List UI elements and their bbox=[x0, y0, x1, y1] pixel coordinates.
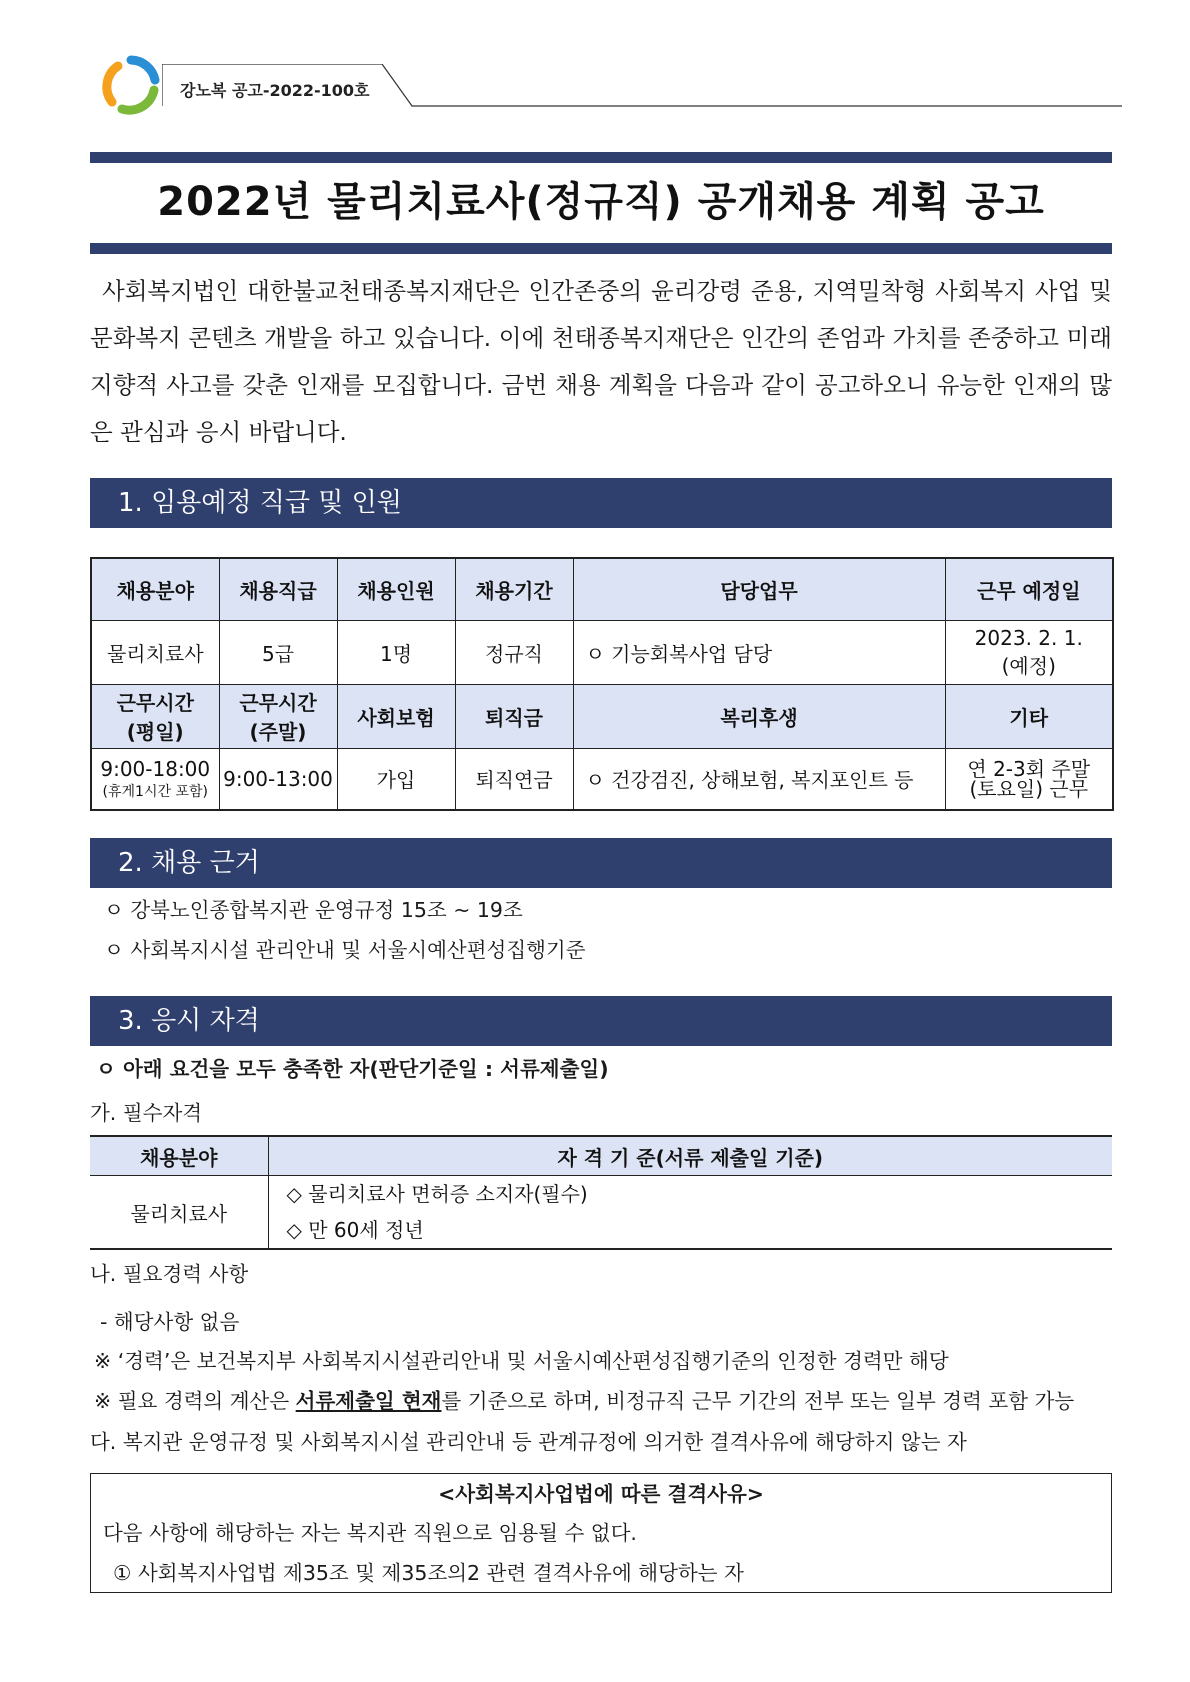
cell-pension: 퇴직연금 bbox=[455, 748, 573, 810]
section-header-positions: 1. 임용예정 직급 및 인원 bbox=[90, 478, 1112, 528]
page-title: 2022년 물리치료사(정규직) 공개채용 계획 공고 bbox=[157, 179, 1045, 225]
cell-weekday-hours bbox=[91, 748, 219, 810]
th-insurance: 사회보험 bbox=[337, 684, 455, 748]
th-weekend-hours-label: 근무시간 bbox=[239, 691, 317, 715]
basis-list bbox=[104, 890, 586, 970]
th-weekday-hours-label: 근무시간 bbox=[116, 691, 194, 715]
cell-field: 물리치료사 bbox=[91, 620, 219, 684]
intro-paragraph bbox=[90, 268, 1112, 456]
th-period: 채용기간 bbox=[455, 558, 573, 620]
basis-item: ㅇ 강북노인종합복지관 운영규정 15조 ~ 19조 bbox=[104, 898, 523, 922]
title-bottom-bar bbox=[90, 243, 1112, 254]
title-top-bar bbox=[90, 152, 1112, 163]
cell-qual-field: 물리치료사 bbox=[90, 1176, 268, 1250]
etc-line-2: (토요일) 근무 bbox=[969, 776, 1089, 801]
cell-period: 정규직 bbox=[455, 620, 573, 684]
criteria-item: ◇ 만 60세 정년 bbox=[286, 1218, 424, 1242]
section-header-basis: 2. 채용 근거 bbox=[90, 838, 1112, 888]
start-date: 2023. 2. 1. bbox=[974, 625, 1083, 650]
document-number: 강노복 공고-2022-100호 bbox=[180, 81, 370, 100]
weekday-hours-note: (휴게1시간 포함) bbox=[102, 783, 208, 800]
th-field: 채용분야 bbox=[91, 558, 219, 620]
cell-insurance: 가입 bbox=[337, 748, 455, 810]
cell-grade: 5급 bbox=[219, 620, 337, 684]
criteria-item: ◇ 물리치료사 면허증 소지자(필수) bbox=[286, 1182, 588, 1206]
th-weekend-hours-sub: (주말) bbox=[249, 720, 307, 744]
note-2-prefix: ※ 필요 경력의 계산은 bbox=[94, 1389, 296, 1413]
experience-note-1: ※ ‘경력’은 보건복지부 사회복지시설관리안내 및 서울시예산편성집행기준의 인정한 경력만 해당 bbox=[94, 1349, 949, 1373]
th-welfare: 복리후생 bbox=[573, 684, 945, 748]
qualification-condition: ㅇ 아래 요건을 모두 충족한 자(판단기준일 : 서류제출일) bbox=[96, 1057, 609, 1081]
basis-item: ㅇ 사회복지시설 관리안내 및 서울시예산편성집행기준 bbox=[104, 938, 586, 962]
positions-table bbox=[90, 557, 1114, 811]
cell-etc bbox=[945, 748, 1113, 810]
disqualification-box bbox=[90, 1473, 1112, 1593]
cell-weekend-hours: 9:00-13:00 bbox=[219, 748, 337, 810]
cell-count: 1명 bbox=[337, 620, 455, 684]
cell-start-date bbox=[945, 620, 1113, 684]
th-etc: 기타 bbox=[945, 684, 1113, 748]
cell-welfare: ㅇ 건강검진, 상해보험, 복지포인트 등 bbox=[573, 748, 945, 810]
th-weekday-hours bbox=[91, 684, 219, 748]
th-duty: 담당업무 bbox=[573, 558, 945, 620]
required-qualification-title: 가. 필수자격 bbox=[90, 1101, 203, 1125]
box-line-1: 다음 사항에 해당하는 자는 복지관 직원으로 임용될 수 없다. bbox=[103, 1521, 637, 1545]
disqualification-title: 다. 복지관 운영규정 및 사회복지시설 관리안내 등 관계규정에 의거한 결격사유에 해당하지 않는 자 bbox=[90, 1430, 967, 1454]
th-grade: 채용직급 bbox=[219, 558, 337, 620]
box-title: <사회복지사업법에 따른 결격사유> bbox=[438, 1482, 764, 1506]
th-weekend-hours bbox=[219, 684, 337, 748]
start-date-note: (예정) bbox=[1001, 653, 1056, 678]
cell-qual-criteria bbox=[268, 1176, 1112, 1250]
qualification-table bbox=[90, 1135, 1112, 1250]
experience-title: 나. 필요경력 사항 bbox=[90, 1262, 249, 1286]
weekday-hours: 9:00-18:00 bbox=[100, 756, 211, 781]
th-pension: 퇴직금 bbox=[455, 684, 573, 748]
experience-note-2 bbox=[94, 1384, 1074, 1414]
th-qual-criteria: 자 격 기 준(서류 제출일 기준) bbox=[268, 1136, 1112, 1176]
th-qual-field: 채용분야 bbox=[90, 1136, 268, 1176]
th-count: 채용인원 bbox=[337, 558, 455, 620]
section-header-qualification: 3. 응시 자격 bbox=[90, 996, 1112, 1046]
th-weekday-hours-sub: (평일) bbox=[126, 720, 184, 744]
note-2-suffix: 를 기준으로 하며, 비정규직 근무 기간의 전부 또는 일부 경력 포함 가능 bbox=[441, 1389, 1075, 1413]
th-start-date: 근무 예정일 bbox=[945, 558, 1113, 620]
cell-duty: ㅇ 기능회복사업 담당 bbox=[573, 620, 945, 684]
organization-logo-icon bbox=[100, 54, 162, 116]
document-number-tab bbox=[162, 64, 1122, 108]
etc-line-1: 연 2-3회 주말 bbox=[967, 756, 1091, 781]
experience-item: - 해당사항 없음 bbox=[100, 1310, 240, 1334]
note-2-underlined: 서류제출일 현재 bbox=[295, 1389, 442, 1413]
intro-text: 사회복지법인 대한불교천태종복지재단은 인간존중의 윤리강령 준용, 지역밀착형 사회복지 사업 및 문화복지 콘텐츠 개발을 하고 있습니다. 이에 천태종복지재단은 인간의 존엄과 가치를 존중하고 미래지향적 사고를 갖춘 인재를 모집합니다. 금번 채용 계획을 다음과 같이 공고하오니 유능한 인재의 많은 관심과 응시 바랍니다. bbox=[90, 277, 1112, 446]
box-line-2: ① 사회복지사업법 제35조 및 제35조의2 관련 결격사유에 해당하는 자 bbox=[113, 1561, 744, 1585]
